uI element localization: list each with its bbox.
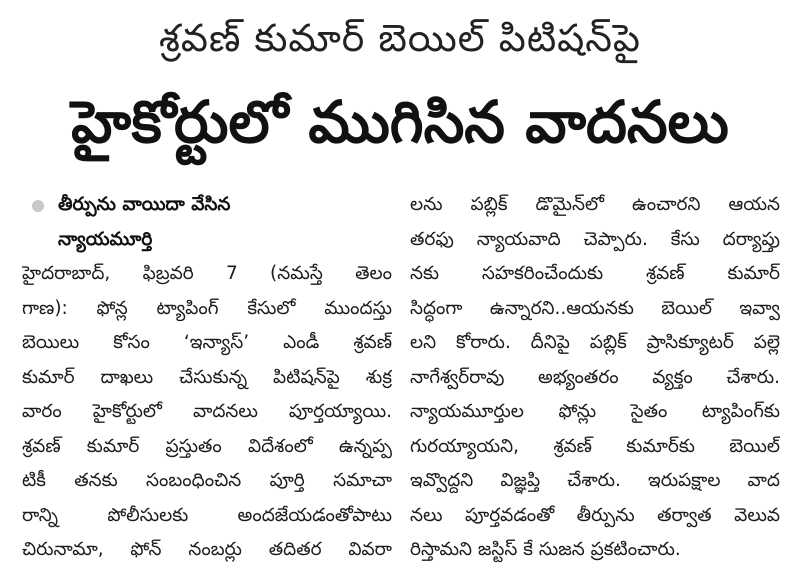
body-line: శ్రవణ్ కుమార్ ప్రస్తుతం విదేశంలో ఉన్నప్ప xyxy=(22,435,392,457)
article-kicker: శ్రవణ్ కుమార్ బెయిల్ పిటిషన్‌పై xyxy=(159,16,641,60)
body-line: నకు సహకరించేందుకు శ్రవణ్ కుమార్ xyxy=(410,263,780,284)
body-line: టికీ తనకు సంబంధించిన పూర్తి సమాచా xyxy=(22,470,392,491)
body-line: కుమార్ దాఖలు చేసుకున్న పిటిషన్‌పై శుక్ర xyxy=(22,366,392,388)
body-line: న్యాయమూర్తుల ఫోన్లు సైతం ట్యాపింగ్‌కు xyxy=(410,401,780,422)
body-line: సిద్ధంగా ఉన్నారని..ఆయనకు బెయిల్ ఇవ్వా xyxy=(410,297,780,319)
body-line: వారం హైకోర్టులో వాదనలు పూర్తయ్యాయి. xyxy=(22,401,392,422)
right-column xyxy=(410,188,780,568)
left-column xyxy=(22,188,392,568)
body-line: రిస్తామని జస్టిస్ కే సుజన ప్రకటించారు. xyxy=(410,539,681,560)
body-line: హైదరాబాద్, ఫిబ్రవరి 7 (నమస్తే తెలం xyxy=(22,263,392,284)
body-line: రాన్ని పోలీసులకు అందజేయడంతోపాటు xyxy=(22,504,392,526)
body-line: ఇవ్వొద్దని విజ్ఞప్తి చేశారు. ఇరుపక్షాల వాద xyxy=(410,470,780,491)
body-line: నాగేశ్వర్‌రావు అభ్యంతరం వ్యక్తం చేశారు. xyxy=(410,366,780,388)
body-line: గాణ): ఫోన్ల ట్యాపింగ్ కేసులో ముందస్తు xyxy=(22,297,392,319)
body-line: తరఫు న్యాయవాది చెప్పారు. కేసు దర్యాప్తు xyxy=(410,228,780,250)
article-headline: హైకోర్టులో ముగిసిన వాదనలు xyxy=(71,88,729,156)
body-line: నలు పూర్తవడంతో తీర్పును తర్వాత వెలువ xyxy=(410,504,780,526)
body-line: బెయిలు కోసం ‘ఇన్యాస్’ ఎండీ శ్రవణ్ xyxy=(22,332,392,353)
body-line: చిరునామా, ఫోన్ నంబర్లు తదితర వివరా xyxy=(22,539,392,560)
body-line: లని కోరారు. దీనిపై పబ్లిక్ ప్రాసిక్యూటర్ పల్లె xyxy=(410,332,780,353)
body-line: గురయ్యాయని, శ్రవణ్ కుమార్‌కు బెయిల్ xyxy=(410,435,780,457)
body-line: లను పబ్లిక్ డొమైన్‌లో ఉంచారని ఆయన xyxy=(410,194,780,215)
bullet-icon xyxy=(32,200,44,212)
highlight-line: తీర్పును వాయిదా వేసిన xyxy=(58,194,231,215)
highlight-blurb xyxy=(22,188,392,257)
highlight-line: న్యాయమూర్తి xyxy=(58,228,153,250)
